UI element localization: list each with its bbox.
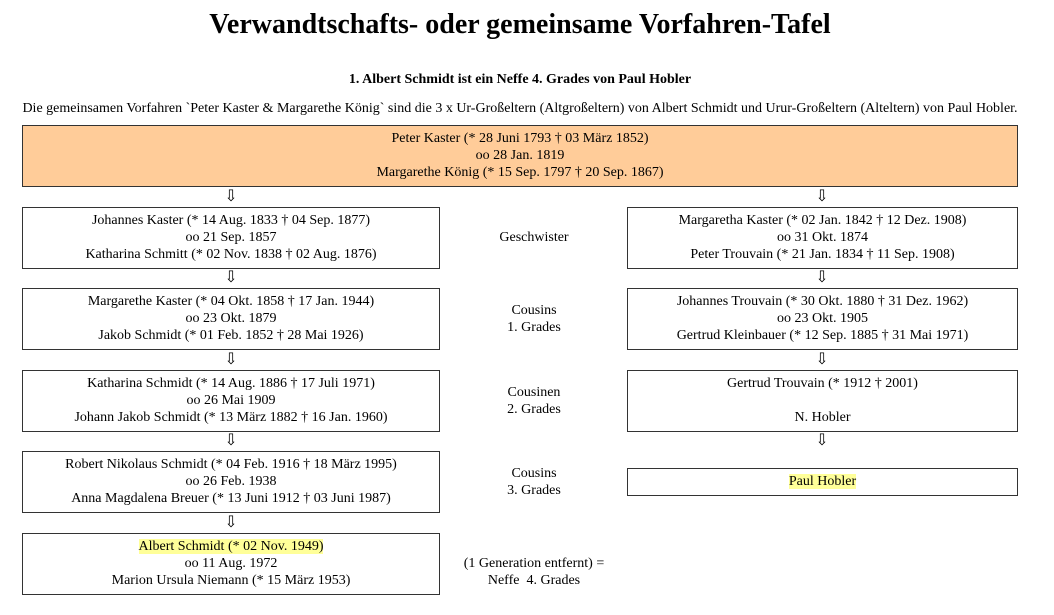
arrow-down-icon: ⇩ <box>815 432 829 449</box>
person-name: Johannes Kaster (* 14 Aug. 1833 † 04 Sep. 1877) <box>91 213 371 228</box>
ancestor-wife: Margarethe König (* 15 Sep. 1797 † 20 Sep. 1867) <box>376 165 664 180</box>
arrow-down-icon: ⇩ <box>815 269 829 286</box>
arrow-down-icon: ⇩ <box>224 432 238 449</box>
relation-label: Cousins 3. Grades <box>507 466 561 498</box>
right-generation-1 <box>627 207 1018 269</box>
right-generation-4 <box>627 468 1018 496</box>
marriage-date: oo 26 Feb. 1938 <box>185 474 277 489</box>
left-generation-1 <box>22 207 440 269</box>
person-name: Margarethe Kaster (* 04 Okt. 1858 † 17 Jan. 1944) <box>87 294 375 309</box>
ancestor-husband: Peter Kaster (* 28 Juni 1793 † 03 März 1852) <box>391 131 649 146</box>
arrow-down-icon: ⇩ <box>815 351 829 368</box>
right-generation-3 <box>627 370 1018 432</box>
left-generation-2 <box>22 288 440 350</box>
page-subtitle: 1. Albert Schmidt ist ein Neffe 4. Grades von Paul Hobler <box>348 72 692 87</box>
left-generation-5 <box>22 533 440 595</box>
spouse-name: Katharina Schmitt (* 02 Nov. 1838 † 02 Aug. 1876) <box>85 247 377 262</box>
marriage-date: oo 26 Mai 1909 <box>186 393 276 408</box>
person-name: Gertrud Trouvain (* 1912 † 2001) <box>727 376 918 391</box>
marriage-date: oo 11 Aug. 1972 <box>184 556 278 571</box>
description: Die gemeinsamen Vorfahren `Peter Kaster & Margarethe König` sind die 3 x Ur-Großeltern (Altgroßeltern) von Albert Schmidt und Urur-Großeltern (Alteltern) von Paul Hobler. <box>22 101 1018 116</box>
spouse-name: Gertrud Kleinbauer (* 12 Sep. 1885 † 31 Mai 1971) <box>676 328 969 343</box>
ancestor-marriage: oo 28 Jan. 1819 <box>475 148 565 163</box>
spouse-name: Jakob Schmidt (* 01 Feb. 1852 † 28 Mai 1926) <box>98 328 364 343</box>
person-name: Margaretha Kaster (* 02 Jan. 1842 † 12 Dez. 1908) <box>678 213 967 228</box>
marriage-date: oo 23 Okt. 1905 <box>777 311 868 326</box>
arrow-down-icon: ⇩ <box>815 188 829 205</box>
relation-label: Cousins 1. Grades <box>507 303 561 335</box>
right-generation-2 <box>627 288 1018 350</box>
common-ancestors-box <box>22 125 1018 187</box>
arrow-down-icon: ⇩ <box>224 351 238 368</box>
person-name: Johannes Trouvain (* 30 Okt. 1880 † 31 Dez. 1962) <box>676 294 969 309</box>
person-name: Robert Nikolaus Schmidt (* 04 Feb. 1916 † 18 März 1995) <box>65 457 397 472</box>
arrow-down-icon: ⇩ <box>224 514 238 531</box>
marriage-date: oo 23 Okt. 1879 <box>185 311 277 326</box>
left-generation-3 <box>22 370 440 432</box>
relation-label: Geschwister <box>499 230 569 245</box>
person-name-highlighted: Paul Hobler <box>788 474 857 489</box>
marriage-date <box>628 392 1017 409</box>
page-title: Verwandtschafts- oder gemeinsame Vorfahren-Tafel <box>209 9 831 40</box>
spouse-name: N. Hobler <box>794 410 851 425</box>
spouse-name: Peter Trouvain (* 21 Jan. 1834 † 11 Sep. 1908) <box>690 247 955 262</box>
relation-label: (1 Generation entfernt) = Neffe 4. Grades <box>463 556 605 588</box>
arrow-down-icon: ⇩ <box>224 269 238 286</box>
relation-label: Cousinen 2. Grades <box>507 385 561 417</box>
arrow-down-icon: ⇩ <box>224 188 238 205</box>
spouse-name: Marion Ursula Niemann (* 15 März 1953) <box>111 573 351 588</box>
person-name: Katharina Schmidt (* 14 Aug. 1886 † 17 Juli 1971) <box>87 376 375 391</box>
spouse-name: Johann Jakob Schmidt (* 13 März 1882 † 16 Jan. 1960) <box>74 410 388 425</box>
person-name-highlighted: Albert Schmidt (* 02 Nov. 1949) <box>138 539 324 554</box>
marriage-date: oo 21 Sep. 1857 <box>185 230 277 245</box>
spouse-name: Anna Magdalena Breuer (* 13 Juni 1912 † 03 Juni 1987) <box>71 491 391 506</box>
marriage-date: oo 31 Okt. 1874 <box>777 230 868 245</box>
left-generation-4 <box>22 451 440 513</box>
